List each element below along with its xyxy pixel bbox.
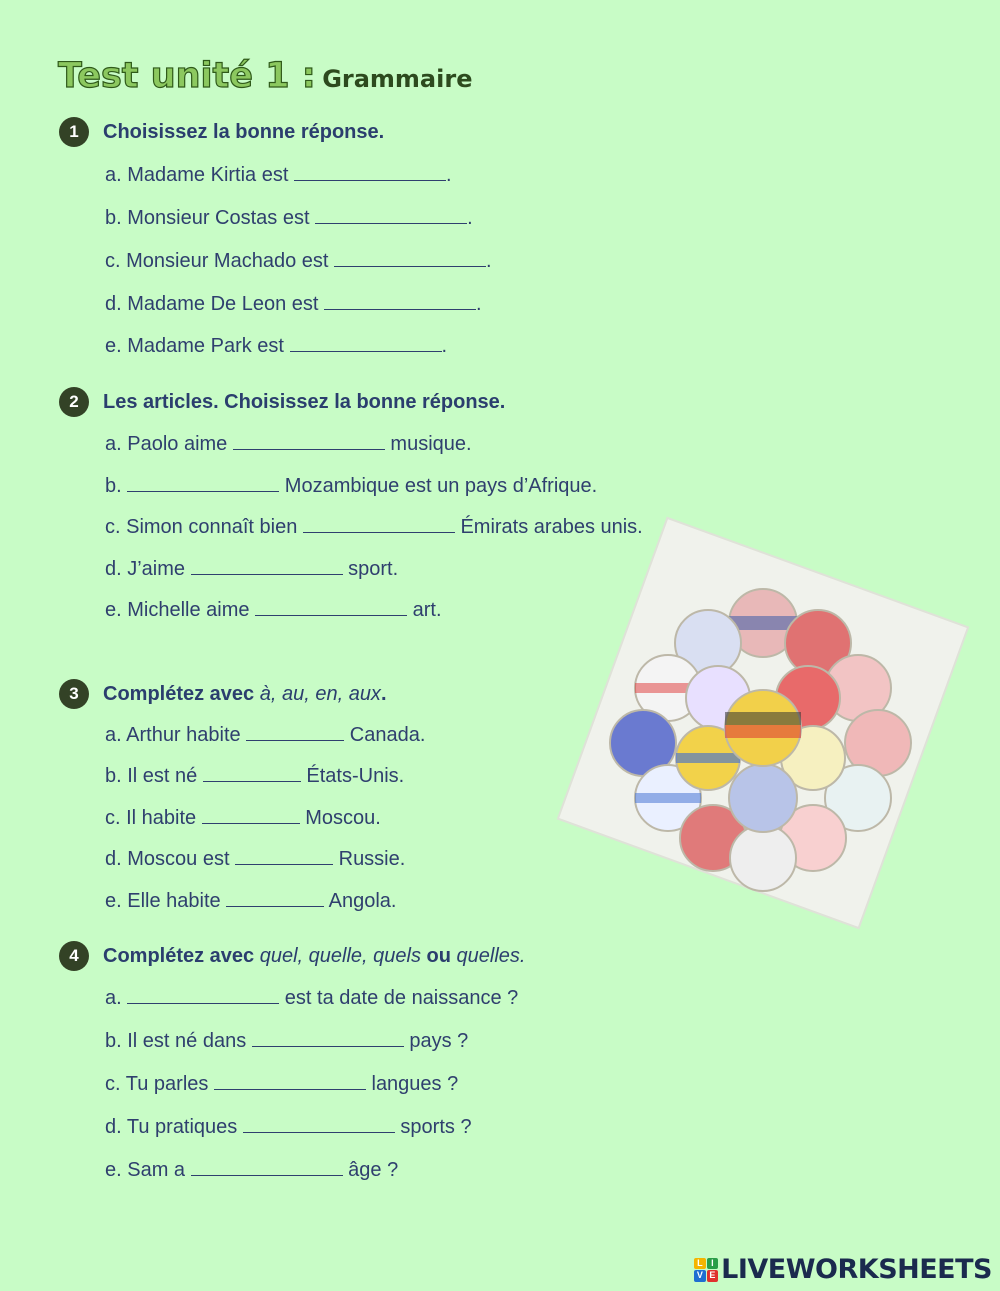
answer-blank[interactable]	[191, 1158, 343, 1176]
answer-blank[interactable]	[252, 1029, 404, 1047]
logo-letter-l: L	[694, 1258, 706, 1270]
answer-blank[interactable]	[315, 206, 467, 224]
liveworksheets-logo	[694, 1254, 992, 1285]
section-4-item-b: b. Il est né dans pays ?	[105, 1030, 469, 1052]
answer-blank[interactable]	[246, 723, 344, 741]
section-4-header	[59, 940, 525, 972]
section-3-item-d: d. Moscou est Russie.	[105, 848, 406, 870]
answer-blank[interactable]	[226, 889, 324, 907]
section-2-number-badge: 2	[59, 387, 89, 417]
answer-blank[interactable]	[303, 515, 455, 533]
answer-blank[interactable]	[243, 1115, 395, 1133]
logo-letter-e: E	[707, 1270, 719, 1282]
section-4-item-c: c. Tu parles langues ?	[105, 1073, 459, 1095]
answer-blank[interactable]	[294, 163, 446, 181]
logo-letter-v: V	[694, 1270, 706, 1282]
section-1-heading: Choisissez la bonne réponse.	[103, 120, 385, 143]
section-4-heading: Complétez avec quel, quelle, quels ou quelles.	[103, 944, 526, 967]
liveworksheets-logo-icon	[694, 1258, 718, 1282]
answer-blank[interactable]	[127, 474, 279, 492]
answer-blank[interactable]	[255, 598, 407, 616]
section-1-item-a: a. Madame Kirtia est .	[105, 164, 452, 186]
section-2-item-c: c. Simon connaît bien Émirats arabes unis.	[105, 516, 643, 538]
section-2-item-e: e. Michelle aime art.	[105, 599, 442, 621]
section-3-header	[59, 678, 387, 710]
section-3-item-e: e. Elle habite Angola.	[105, 890, 397, 912]
section-2-header	[59, 386, 505, 418]
section-1-item-b: b. Monsieur Costas est .	[105, 207, 473, 229]
answer-blank[interactable]	[334, 249, 486, 267]
section-3-item-b: b. Il est né États-Unis.	[105, 765, 405, 787]
section-1-header	[59, 116, 384, 148]
section-2-item-b: b. Mozambique est un pays d’Afrique.	[105, 475, 598, 497]
answer-blank[interactable]	[191, 557, 343, 575]
section-3-heading: Complétez avec à, au, en, aux.	[103, 682, 387, 705]
title-main: Test unité 1 :	[58, 56, 316, 96]
answer-blank[interactable]	[324, 292, 476, 310]
section-4-number-badge: 4	[59, 941, 89, 971]
worksheet-title	[58, 56, 472, 96]
answer-blank[interactable]	[202, 806, 300, 824]
answer-blank[interactable]	[203, 764, 301, 782]
answer-blank[interactable]	[127, 986, 279, 1004]
section-3-number-badge: 3	[59, 679, 89, 709]
section-2-item-a: a. Paolo aime musique.	[105, 433, 472, 455]
section-1-item-e: e. Madame Park est .	[105, 335, 448, 357]
title-sub: Grammaire	[322, 65, 473, 93]
section-1-item-c: c. Monsieur Machado est .	[105, 250, 492, 272]
flags-illustration	[548, 508, 978, 938]
logo-letter-i: I	[707, 1258, 719, 1270]
answer-blank[interactable]	[235, 847, 333, 865]
section-4-item-d: d. Tu pratiques sports ?	[105, 1116, 472, 1138]
liveworksheets-logo-text: LIVEWORKSHEETS	[721, 1254, 992, 1285]
section-1-number-badge: 1	[59, 117, 89, 147]
answer-blank[interactable]	[233, 432, 385, 450]
section-2-heading: Les articles. Choisissez la bonne réponse.	[103, 390, 506, 413]
section-3-item-a: a. Arthur habite Canada.	[105, 724, 426, 746]
section-3-item-c: c. Il habite Moscou.	[105, 807, 381, 829]
answer-blank[interactable]	[214, 1072, 366, 1090]
section-1-item-d: d. Madame De Leon est .	[105, 293, 482, 315]
section-4-item-e: e. Sam a âge ?	[105, 1159, 399, 1181]
section-2-item-d: d. J’aime sport.	[105, 558, 399, 580]
section-4-item-a: a. est ta date de naissance ?	[105, 987, 519, 1009]
answer-blank[interactable]	[290, 334, 442, 352]
